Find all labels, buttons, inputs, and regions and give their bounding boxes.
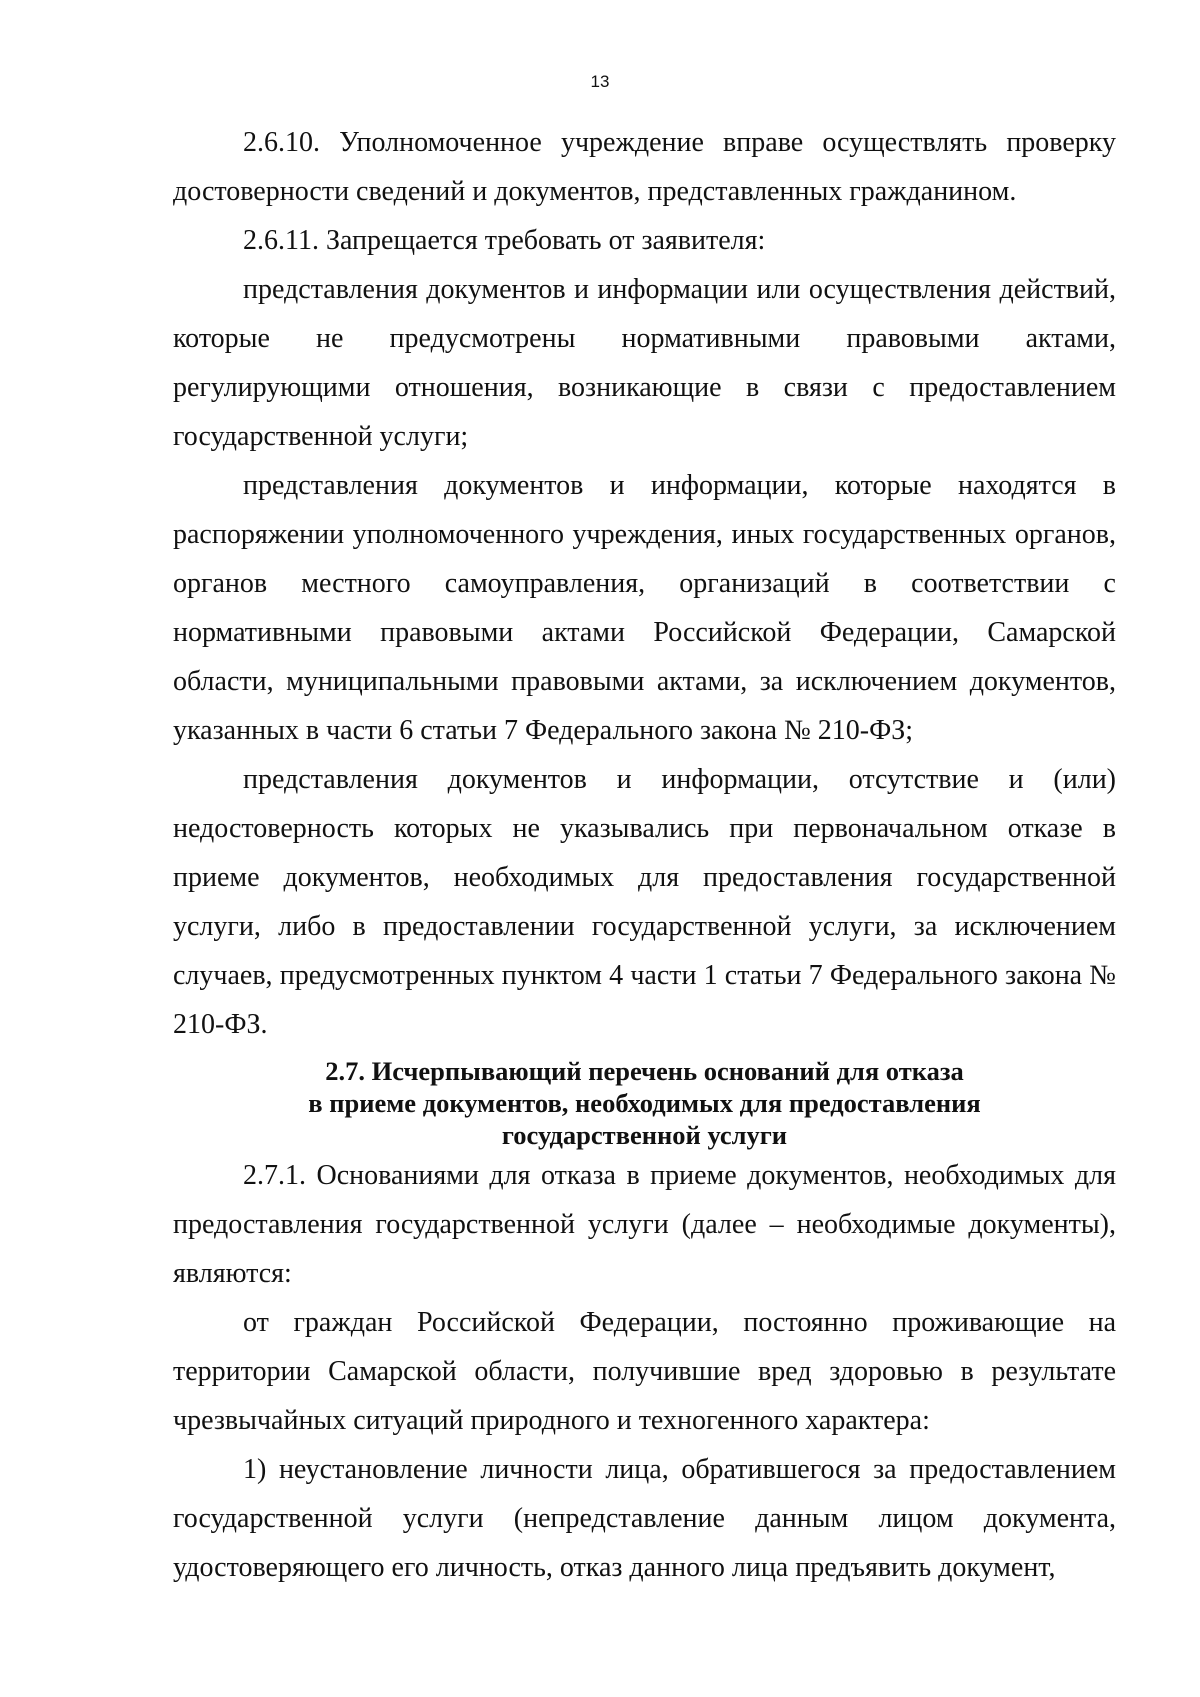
- paragraph-requirement-2: представления документов и информации, которые находятся в распоряжении уполномоченного учреждения, иных государственных органов, органов местного самоуправления, организаций в соответствии с нормативными правовыми актами Российской Федерации, Самарской области, муниципальными правовыми актами, за исключением документов, указанных в части 6 статьи 7 Федерального закона № 210-ФЗ;: [173, 470, 1116, 746]
- document-body: [173, 118, 1116, 1592]
- paragraph-2-7-1: 2.7.1. Основаниями для отказа в приеме документов, необходимых для предоставления государственной услуги (далее – необходимые документы), являются:: [173, 1160, 1116, 1289]
- paragraph-2-6-11: 2.6.11. Запрещается требовать от заявителя:: [243, 225, 766, 256]
- section-heading-line: в приеме документов, необходимых для предоставления: [308, 1088, 981, 1118]
- paragraph-citizens: от граждан Российской Федерации, постоянно проживающие на территории Самарской области, получившие вред здоровью в результате чрезвычайных ситуаций природного и техногенного характера:: [173, 1307, 1116, 1436]
- paragraph-requirement-3: представления документов и информации, отсутствие и (или) недостоверность которых не указывались при первоначальном отказе в приеме документов, необходимых для предоставления государственной услуги, либо в предоставлении государственной услуги, за исключением случаев, предусмотренных пунктом 4 части 1 статьи 7 Федерального закона № 210-ФЗ.: [173, 764, 1116, 1040]
- paragraph-ground-1: 1) неустановление личности лица, обратившегося за предоставлением государственной услуги (непредставление данным лицом документа, удостоверяющего его личность, отказ данного лица предъявить документ,: [173, 1454, 1116, 1583]
- section-heading-line: государственной услуги: [501, 1120, 788, 1150]
- paragraph-2-6-10: 2.6.10. Уполномоченное учреждение вправе осуществлять проверку достоверности сведений и документов, представленных гражданином.: [173, 127, 1116, 207]
- page-number: 13: [590, 72, 610, 91]
- paragraph-requirement-1: представления документов и информации или осуществления действий, которые не предусмотрены нормативными правовыми актами, регулирующими отношения, возникающие в связи с предоставлением государственной услуги;: [173, 274, 1116, 452]
- section-heading-2-7: [173, 1055, 1116, 1151]
- section-heading-line: 2.7. Исчерпывающий перечень оснований для отказа: [325, 1056, 964, 1086]
